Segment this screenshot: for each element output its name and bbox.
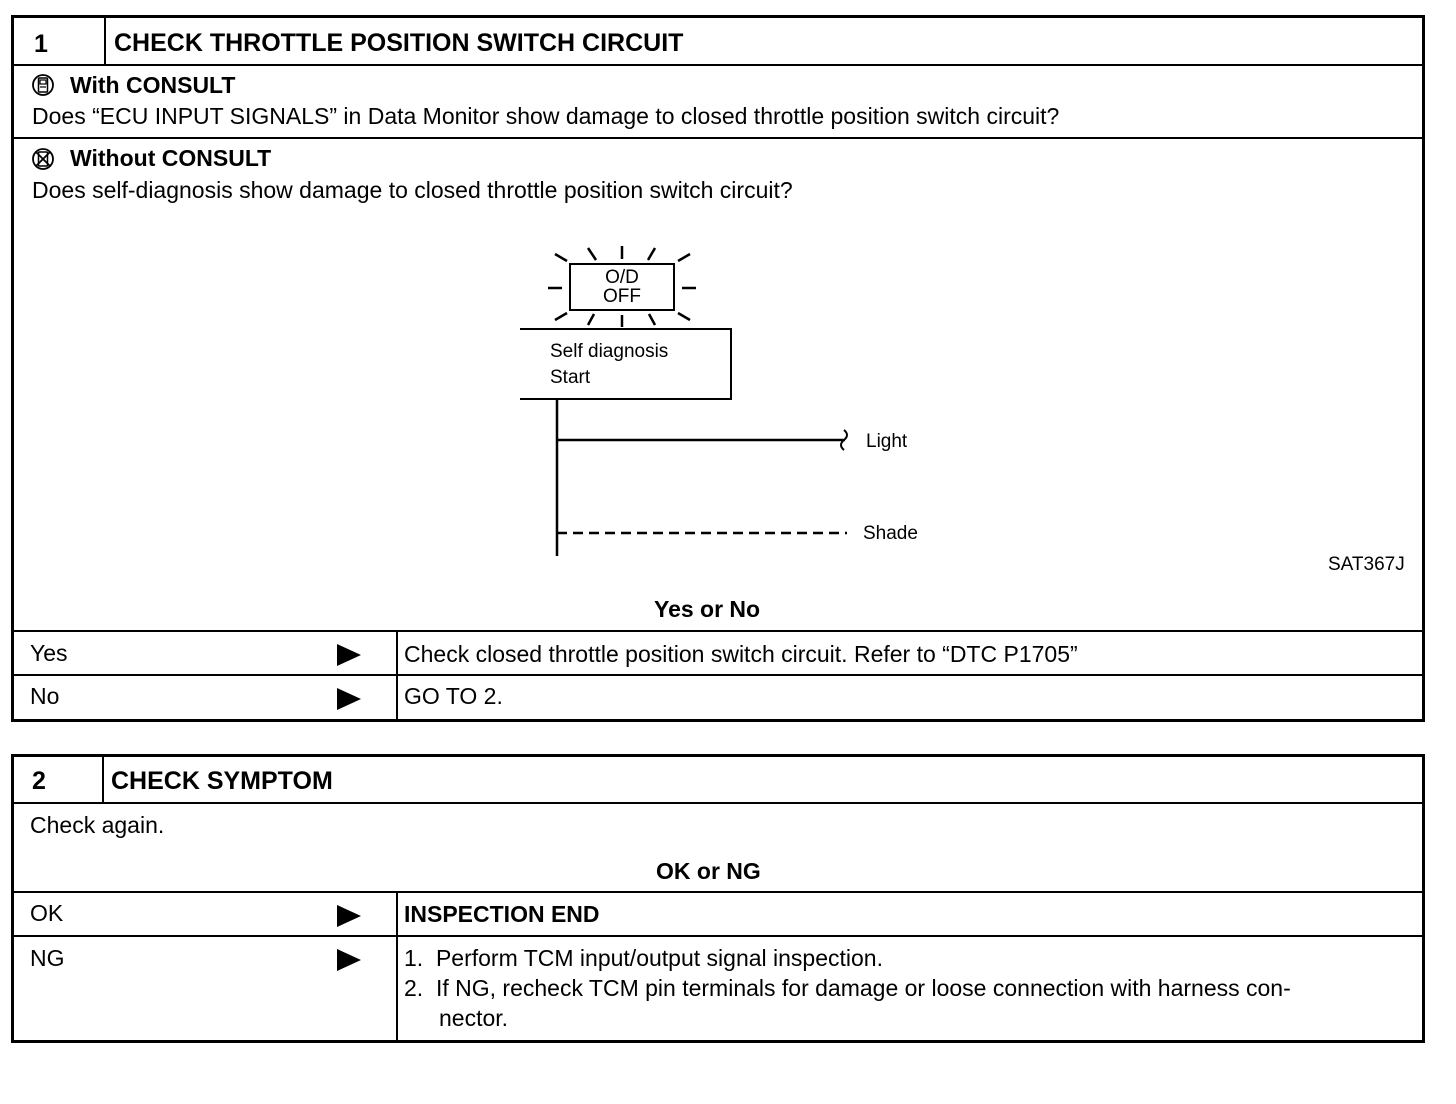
- ng-item-1: 1. Perform TCM input/output signal inspection.: [404, 945, 883, 971]
- ng-label: NG: [30, 945, 65, 971]
- with-consult-question: Does “ECU INPUT SIGNALS” in Data Monitor show damage to closed throttle position switch circuit?: [32, 103, 1060, 129]
- row-divider: [14, 935, 1422, 937]
- shade-label: Shade: [863, 523, 918, 544]
- light-label: Light: [866, 431, 908, 452]
- figure-id: SAT367J: [1328, 554, 1405, 575]
- row-divider: [14, 674, 1422, 676]
- arrow-icon: [337, 688, 361, 710]
- ng-item-2: 2. If NG, recheck TCM pin terminals for damage or loose connection with harness con-: [404, 975, 1291, 1001]
- ok-action: INSPECTION END: [404, 901, 600, 927]
- start-label: Start: [550, 367, 591, 388]
- step1-decision: Yes or No: [654, 596, 761, 622]
- no-consult-icon: [32, 148, 54, 170]
- without-consult-heading: Without CONSULT: [70, 145, 272, 171]
- without-consult-question: Does self-diagnosis show damage to closed throttle position switch circuit?: [32, 177, 793, 203]
- arrow-icon: [337, 644, 361, 666]
- step1-title: CHECK THROTTLE POSITION SWITCH CIRCUIT: [114, 29, 684, 57]
- with-consult-heading: With CONSULT: [70, 72, 236, 98]
- step2-title: CHECK SYMPTOM: [111, 767, 333, 795]
- result-divider: [396, 891, 398, 1041]
- header-divider: [102, 757, 104, 802]
- row-divider: [14, 64, 1422, 66]
- step2-decision: OK or NG: [656, 858, 761, 884]
- self-diagnosis-figure: [520, 228, 980, 578]
- ok-label: OK: [30, 900, 64, 926]
- yes-action: Check closed throttle position switch circuit. Refer to “DTC P1705”: [404, 641, 1078, 667]
- yes-label: Yes: [30, 640, 68, 666]
- step2-number: 2: [32, 767, 46, 795]
- step2-table: [11, 754, 1425, 1043]
- no-action: GO TO 2.: [404, 683, 503, 709]
- step2-instruction: Check again.: [30, 812, 165, 838]
- row-divider: [14, 630, 1422, 632]
- step1-number: 1: [34, 30, 48, 58]
- arrow-icon: [337, 949, 361, 971]
- lamp-text-off: OFF: [603, 286, 641, 307]
- consult-icon: [32, 74, 54, 96]
- lamp-text-od: O/D: [605, 267, 639, 288]
- header-divider: [104, 18, 106, 64]
- row-divider: [14, 802, 1422, 804]
- row-divider: [14, 137, 1422, 139]
- arrow-icon: [337, 905, 361, 927]
- no-label: No: [30, 683, 60, 709]
- self-diagnosis-box: [520, 329, 731, 399]
- row-divider: [14, 891, 1422, 893]
- ng-item-2-continued: nector.: [439, 1005, 509, 1031]
- self-diagnosis-label: Self diagnosis: [550, 341, 669, 362]
